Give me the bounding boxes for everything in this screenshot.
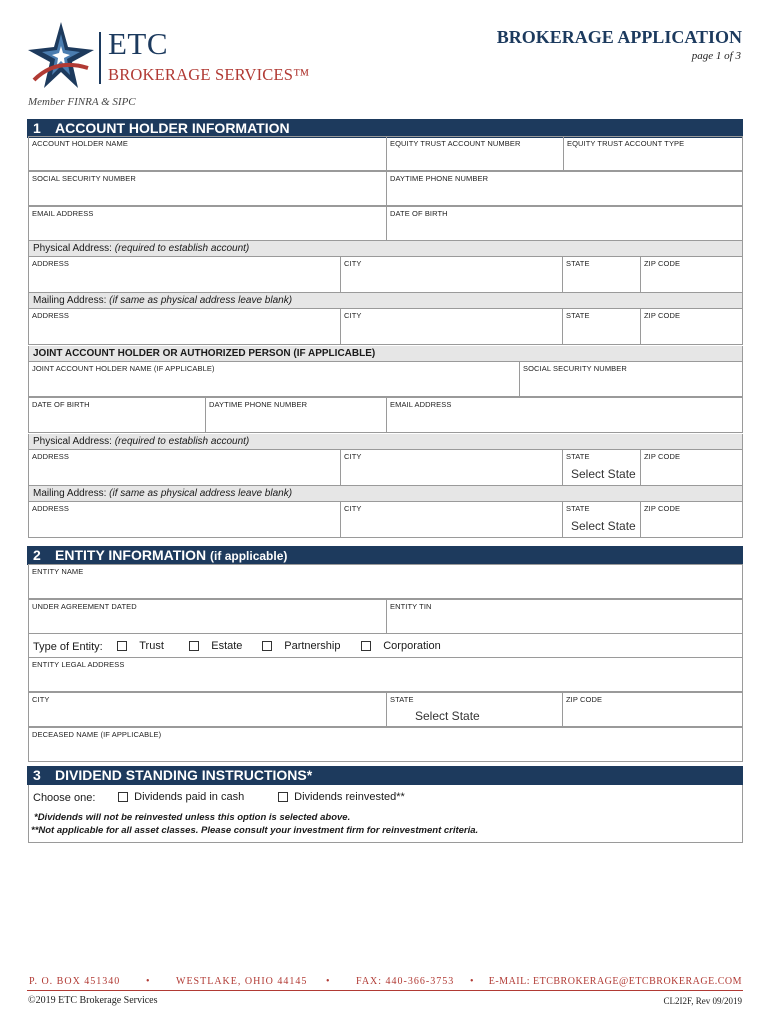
ssn-field[interactable]: SOCIAL SECURITY NUMBER [32,174,136,183]
entity-name-row [28,564,743,599]
physical-address-row [28,256,743,293]
state-field[interactable]: STATE [562,309,640,344]
entity-type-and-legal-address [28,634,743,692]
section-title-note: (if applicable) [210,549,288,563]
entity-type-label: Type of Entity: [33,641,103,653]
zip-field[interactable]: ZIP CODE [640,309,743,344]
state-select-value: Select State [571,467,636,481]
entity-zip-field[interactable]: ZIP CODE [562,693,743,726]
footer-revision: CL2I2F, Rev 09/2019 [663,996,742,1006]
zip-field[interactable]: ZIP CODE [640,257,743,292]
dividends-cash-checkbox[interactable] [118,792,128,802]
joint-account-heading: JOINT ACCOUNT HOLDER OR AUTHORIZED PERSON (IF APPLICABLE) [28,346,743,361]
entity-name-field[interactable]: ENTITY NAME [32,567,84,576]
daytime-phone-field[interactable]: DAYTIME PHONE NUMBER [386,172,743,205]
joint-email-field[interactable]: EMAIL ADDRESS [386,398,743,432]
dob-field[interactable]: DATE OF BIRTH [386,207,743,240]
entity-type-partnership[interactable]: Partnership [262,640,341,652]
section-number: 1 [33,120,41,136]
address-field[interactable]: ADDRESS [32,504,69,513]
footer-city: WESTLAKE, OHIO 44145 [176,976,308,987]
entity-legal-address-field[interactable]: ENTITY LEGAL ADDRESS [32,660,125,669]
email-field[interactable]: EMAIL ADDRESS [32,209,94,218]
deceased-row [28,727,743,762]
section-title: DIVIDEND STANDING INSTRUCTIONS* [55,767,313,783]
account-holder-row [28,136,743,171]
joint-phone-field[interactable]: DAYTIME PHONE NUMBER [205,398,386,432]
joint-physical-address-row [28,449,743,486]
dividend-note-1: *Dividends will not be reinvested unless this option is selected above. [34,812,351,823]
agreement-tin-row [28,599,743,634]
page-indicator: page 1 of 3 [691,50,741,62]
deceased-name-field[interactable]: DECEASED NAME (IF APPLICABLE) [32,730,162,739]
account-holder-name-field[interactable]: ACCOUNT HOLDER NAME [32,139,128,148]
state-field[interactable]: STATE [562,257,640,292]
address-field[interactable]: ADDRESS [32,259,69,268]
joint-mailing-address-row [28,501,743,538]
joint-mailing-address-heading: Mailing Address: (if same as physical address leave blank) [28,486,743,501]
section-2-header [27,546,743,565]
member-note: Member FINRA & SIPC [28,96,136,108]
ssn-phone-row [28,171,743,206]
section-title: ACCOUNT HOLDER INFORMATION [55,120,290,136]
entity-type-trust[interactable]: Trust [117,640,164,652]
partnership-checkbox[interactable] [262,641,272,651]
joint-name-row [28,361,743,397]
trust-checkbox[interactable] [117,641,127,651]
state-select-value: Select State [571,519,636,533]
mailing-address-heading: Mailing Address: (if same as physical address leave blank) [28,293,743,308]
joint-details-row [28,397,743,433]
entity-city-field[interactable]: CITY [32,695,50,704]
footer-bullet: • [326,976,331,987]
section-number: 3 [33,767,41,783]
equity-trust-account-number-field[interactable]: EQUITY TRUST ACCOUNT NUMBER [386,137,563,170]
dividend-cash-option[interactable]: Dividends paid in cash [118,791,244,803]
estate-checkbox[interactable] [189,641,199,651]
city-field[interactable]: CITY [340,257,562,292]
physical-address-heading: Physical Address: (required to establish account) [28,241,743,256]
section-3-header [27,766,743,785]
state-select[interactable]: STATE Select State [562,502,640,537]
dividend-reinvest-option[interactable]: Dividends reinvested** [278,791,405,803]
choose-one-label: Choose one: [33,792,96,804]
document-title: BROKERAGE APPLICATION [496,27,742,47]
city-field[interactable]: CITY [340,309,562,344]
mailing-address-row [28,308,743,345]
footer-fax: FAX: 440-366-3753 [356,976,455,987]
zip-field[interactable]: ZIP CODE [640,450,743,485]
entity-tin-field[interactable]: ENTITY TIN [386,600,743,633]
footer-bullet: • [146,976,151,987]
joint-dob-field[interactable]: DATE OF BIRTH [32,400,90,409]
footer-copyright: ©2019 ETC Brokerage Services [28,995,158,1006]
corporation-checkbox[interactable] [361,641,371,651]
under-agreement-field[interactable]: UNDER AGREEMENT DATED [32,602,137,611]
dividends-reinvested-checkbox[interactable] [278,792,288,802]
email-dob-row [28,206,743,241]
logo-subtitle: BROKERAGE SERVICES™ [108,65,310,84]
state-select[interactable]: STATE Select State [562,450,640,485]
entity-city-row [28,692,743,727]
entity-type-corporation[interactable]: Corporation [361,640,441,652]
address-field[interactable]: ADDRESS [32,452,69,461]
entity-type-estate[interactable]: Estate [189,640,242,652]
joint-ssn-field[interactable]: SOCIAL SECURITY NUMBER [519,362,743,396]
joint-physical-address-heading: Physical Address: (required to establish account) [28,434,743,449]
city-field[interactable]: CITY [340,450,562,485]
zip-field[interactable]: ZIP CODE [640,502,743,537]
entity-type-row [33,641,103,653]
entity-state-select[interactable]: STATE Select State [386,693,562,726]
equity-trust-account-type-field[interactable]: EQUITY TRUST ACCOUNT TYPE [563,137,743,170]
footer-po-box: P. O. BOX 451340 [29,976,121,987]
logo-text: ETC [108,26,169,61]
state-select-value: Select State [415,709,480,723]
footer-bullet: • [470,976,475,987]
address-field[interactable]: ADDRESS [32,311,69,320]
dividend-note-2: **Not applicable for all asset classes. Please consult your investment firm for reinvestment criteria. [31,825,479,836]
section-number: 2 [33,547,41,563]
footer-email: E-MAIL: ETCBROKERAGE@ETCBROKERAGE.COM [488,976,742,987]
etc-star-logo [26,20,96,92]
logo-divider [99,32,101,84]
section-title: ENTITY INFORMATION [55,547,207,563]
joint-name-field[interactable]: JOINT ACCOUNT HOLDER NAME (IF APPLICABLE) [32,364,215,373]
city-field[interactable]: CITY [340,502,562,537]
footer-divider [27,990,743,991]
